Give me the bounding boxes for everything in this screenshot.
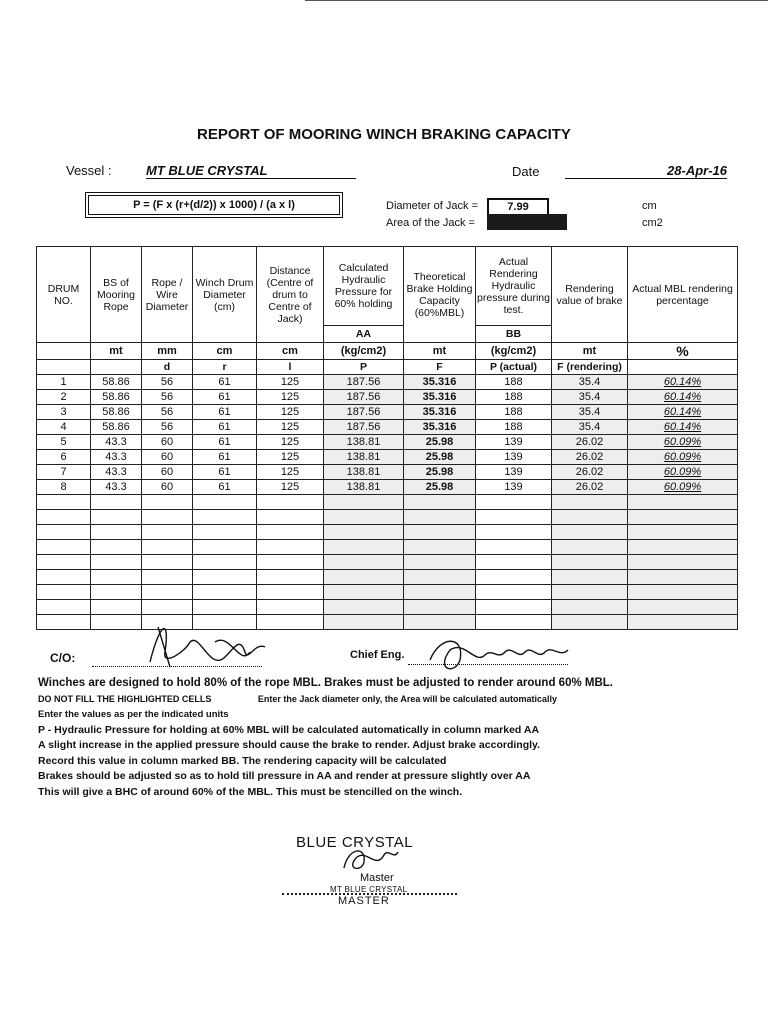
empty-cell — [37, 600, 91, 615]
header-bs-rope: BS of Mooring Rope — [91, 247, 142, 343]
stamp-master-text: MASTER — [338, 895, 390, 907]
empty-cell — [142, 555, 193, 570]
jack-diameter-value: 7.99 — [487, 198, 549, 216]
header-theoretical-bhc: Theoretical Brake Holding Capacity (60%MBL) — [404, 247, 476, 343]
cell-drum-diameter: 61 — [193, 435, 257, 450]
empty-cell — [142, 510, 193, 525]
header-calc-pressure: Calculated Hydraulic Pressure for 60% holding — [324, 247, 404, 326]
empty-cell — [476, 540, 552, 555]
vessel-label: Vessel : — [66, 163, 112, 178]
cell-mbl-percentage: 60.14% — [628, 405, 738, 420]
chief-signature — [420, 630, 580, 680]
table-unit-row — [37, 343, 738, 360]
note-line: Enter the values as per the indicated units — [38, 709, 229, 720]
unit-cell: % — [628, 343, 738, 360]
jack-area-unit: cm2 — [642, 217, 663, 229]
empty-cell — [476, 495, 552, 510]
table-row-empty — [37, 495, 738, 510]
cell-distance: 125 — [257, 405, 324, 420]
empty-cell — [324, 525, 404, 540]
cell-drum-diameter: 61 — [193, 405, 257, 420]
cell-drum-no: 8 — [37, 480, 91, 495]
cell-rope-diameter: 56 — [142, 420, 193, 435]
cell-drum-diameter: 61 — [193, 375, 257, 390]
cell-drum-diameter: 61 — [193, 390, 257, 405]
table-header-row — [37, 247, 738, 326]
empty-cell — [324, 585, 404, 600]
empty-cell — [476, 585, 552, 600]
cell-distance: 125 — [257, 435, 324, 450]
cell-distance: 125 — [257, 420, 324, 435]
stamp-vessel-name: BLUE CRYSTAL — [296, 834, 414, 851]
cell-mbl-percentage: 60.09% — [628, 435, 738, 450]
empty-cell — [628, 510, 738, 525]
cell-rendering-value: 35.4 — [552, 405, 628, 420]
table-row — [37, 465, 738, 480]
cell-rendering-value: 26.02 — [552, 465, 628, 480]
empty-cell — [628, 570, 738, 585]
cell-theoretical-bhc: 35.316 — [404, 390, 476, 405]
unit-cell: mt — [91, 343, 142, 360]
table-row — [37, 405, 738, 420]
cell-rope-diameter: 60 — [142, 450, 193, 465]
cell-calc-pressure: 187.56 — [324, 390, 404, 405]
note-line: P - Hydraulic Pressure for holding at 60% MBL will be calculated automatically in column marked AA — [38, 723, 540, 736]
empty-cell — [142, 495, 193, 510]
cell-drum-diameter: 61 — [193, 420, 257, 435]
empty-cell — [257, 540, 324, 555]
cell-calc-pressure: 187.56 — [324, 375, 404, 390]
unit-cell: mt — [552, 343, 628, 360]
symbol-cell: P — [324, 360, 404, 375]
empty-cell — [552, 495, 628, 510]
cell-bs-rope: 43.3 — [91, 435, 142, 450]
note-line: Winches are designed to hold 80% of the rope MBL. Brakes must be adjusted to render around 60% MBL. — [38, 677, 613, 689]
cell-drum-no: 2 — [37, 390, 91, 405]
empty-cell — [142, 525, 193, 540]
header-drum-diameter: Winch Drum Diameter (cm) — [193, 247, 257, 343]
cell-distance: 125 — [257, 390, 324, 405]
empty-cell — [628, 540, 738, 555]
symbol-cell — [628, 360, 738, 375]
unit-cell: (kg/cm2) — [324, 343, 404, 360]
cell-theoretical-bhc: 25.98 — [404, 480, 476, 495]
jack-area-label: Area of the Jack = — [386, 217, 475, 229]
empty-cell — [37, 570, 91, 585]
chief-eng-label: Chief Eng. — [350, 649, 405, 661]
empty-cell — [91, 525, 142, 540]
empty-cell — [257, 555, 324, 570]
cell-drum-no: 4 — [37, 420, 91, 435]
symbol-cell: F (rendering) — [552, 360, 628, 375]
symbol-cell: F — [404, 360, 476, 375]
note-line: This will give a BHC of around 60% of the MBL. This must be stencilled on the winch. — [38, 785, 463, 798]
empty-cell — [476, 570, 552, 585]
jack-diameter-label: Diameter of Jack = — [386, 200, 479, 212]
empty-cell — [257, 525, 324, 540]
empty-cell — [552, 510, 628, 525]
cell-distance: 125 — [257, 375, 324, 390]
top-edge-line — [305, 0, 768, 1]
cell-drum-diameter: 61 — [193, 465, 257, 480]
vessel-name: MT BLUE CRYSTAL — [146, 163, 356, 179]
empty-cell — [142, 585, 193, 600]
unit-cell: cm — [193, 343, 257, 360]
empty-cell — [324, 570, 404, 585]
empty-cell — [257, 585, 324, 600]
empty-cell — [193, 510, 257, 525]
empty-cell — [404, 495, 476, 510]
empty-cell — [324, 615, 404, 630]
cell-theoretical-bhc: 35.316 — [404, 375, 476, 390]
cell-calc-pressure: 138.81 — [324, 465, 404, 480]
empty-cell — [37, 555, 91, 570]
table-row-empty — [37, 525, 738, 540]
empty-cell — [628, 525, 738, 540]
note-line-2 — [38, 692, 738, 708]
jack-area-value — [487, 214, 567, 230]
cell-mbl-percentage: 60.09% — [628, 450, 738, 465]
jack-diameter-unit: cm — [642, 200, 657, 212]
note-jack-instruction: Enter the Jack diameter only, the Area will be calculated automatically — [257, 693, 557, 704]
empty-cell — [552, 540, 628, 555]
empty-cell — [193, 495, 257, 510]
stamp-master-label: Master — [360, 872, 394, 884]
cell-mbl-percentage: 60.14% — [628, 390, 738, 405]
cell-actual-pressure: 188 — [476, 405, 552, 420]
empty-cell — [628, 495, 738, 510]
table-body — [37, 375, 738, 630]
cell-actual-pressure: 188 — [476, 375, 552, 390]
cell-theoretical-bhc: 35.316 — [404, 405, 476, 420]
empty-cell — [404, 600, 476, 615]
empty-cell — [404, 615, 476, 630]
unit-cell: cm — [257, 343, 324, 360]
cell-bs-rope: 58.86 — [91, 375, 142, 390]
unit-cell: mm — [142, 343, 193, 360]
cell-calc-pressure: 138.81 — [324, 435, 404, 450]
empty-cell — [142, 570, 193, 585]
cell-distance: 125 — [257, 450, 324, 465]
table-row — [37, 375, 738, 390]
cell-actual-pressure: 188 — [476, 390, 552, 405]
empty-cell — [37, 495, 91, 510]
symbol-cell — [91, 360, 142, 375]
cell-theoretical-bhc: 25.98 — [404, 465, 476, 480]
cell-rope-diameter: 60 — [142, 435, 193, 450]
header-rope-diameter: Rope / Wire Diameter — [142, 247, 193, 343]
date-label: Date — [512, 164, 540, 179]
empty-cell — [628, 585, 738, 600]
cell-rope-diameter: 60 — [142, 465, 193, 480]
cell-bs-rope: 43.3 — [91, 450, 142, 465]
cell-mbl-percentage: 60.09% — [628, 480, 738, 495]
empty-cell — [404, 585, 476, 600]
cell-rope-diameter: 60 — [142, 480, 193, 495]
empty-cell — [324, 510, 404, 525]
empty-cell — [257, 570, 324, 585]
empty-cell — [193, 540, 257, 555]
empty-cell — [257, 495, 324, 510]
cell-theoretical-bhc: 25.98 — [404, 435, 476, 450]
table-row — [37, 420, 738, 435]
empty-cell — [552, 600, 628, 615]
cell-actual-pressure: 139 — [476, 465, 552, 480]
empty-cell — [37, 585, 91, 600]
cell-mbl-percentage: 60.14% — [628, 375, 738, 390]
table-row-empty — [37, 570, 738, 585]
empty-cell — [552, 525, 628, 540]
empty-cell — [37, 525, 91, 540]
empty-cell — [324, 600, 404, 615]
cell-distance: 125 — [257, 465, 324, 480]
empty-cell — [404, 510, 476, 525]
empty-cell — [628, 600, 738, 615]
subheader-bb: BB — [476, 326, 552, 343]
empty-cell — [552, 615, 628, 630]
header-mbl-percentage: Actual MBL rendering percentage — [628, 247, 738, 343]
symbol-cell: P (actual) — [476, 360, 552, 375]
cell-calc-pressure: 138.81 — [324, 450, 404, 465]
cell-rope-diameter: 56 — [142, 405, 193, 420]
empty-cell — [476, 555, 552, 570]
table-row-empty — [37, 555, 738, 570]
empty-cell — [404, 525, 476, 540]
empty-cell — [91, 585, 142, 600]
formula-box: P = (F x (r+(d/2)) x 1000) / (a x l) — [88, 195, 340, 215]
empty-cell — [404, 570, 476, 585]
empty-cell — [476, 615, 552, 630]
unit-cell — [37, 343, 91, 360]
table-row-empty — [37, 510, 738, 525]
cell-calc-pressure: 187.56 — [324, 405, 404, 420]
empty-cell — [91, 570, 142, 585]
note-line: A slight increase in the applied pressure should cause the brake to render. Adjust brake accordingly. — [38, 739, 541, 751]
co-label: C/O: — [50, 651, 76, 665]
cell-drum-no: 3 — [37, 405, 91, 420]
cell-rendering-value: 26.02 — [552, 435, 628, 450]
table-row-empty — [37, 540, 738, 555]
header-drum-no: DRUM NO. — [37, 247, 91, 343]
cell-distance: 125 — [257, 480, 324, 495]
empty-cell — [324, 540, 404, 555]
empty-cell — [91, 555, 142, 570]
table-symbol-row — [37, 360, 738, 375]
header-rendering-value: Rendering value of brake — [552, 247, 628, 343]
note-highlight-warning: DO NOT FILL THE HIGHLIGHTED CELLS — [38, 693, 212, 704]
cell-actual-pressure: 139 — [476, 435, 552, 450]
table-row — [37, 480, 738, 495]
table-row — [37, 390, 738, 405]
symbol-cell — [37, 360, 91, 375]
braking-table — [36, 246, 738, 630]
empty-cell — [142, 540, 193, 555]
instructions-block — [38, 676, 738, 800]
subheader-aa: AA — [324, 326, 404, 343]
table-row — [37, 450, 738, 465]
empty-cell — [552, 585, 628, 600]
symbol-cell: r — [193, 360, 257, 375]
empty-cell — [552, 555, 628, 570]
unit-cell: (kg/cm2) — [476, 343, 552, 360]
cell-drum-diameter: 61 — [193, 480, 257, 495]
cell-actual-pressure: 139 — [476, 480, 552, 495]
stamp-vessel-text: MT BLUE CRYSTAL — [330, 885, 408, 894]
cell-rope-diameter: 56 — [142, 390, 193, 405]
cell-bs-rope: 43.3 — [91, 480, 142, 495]
co-signature — [130, 612, 300, 682]
empty-cell — [37, 510, 91, 525]
note-line: Brakes should be adjusted so as to hold till pressure in AA and render at pressure slightly over AA — [38, 770, 531, 782]
cell-calc-pressure: 138.81 — [324, 480, 404, 495]
cell-actual-pressure: 139 — [476, 450, 552, 465]
empty-cell — [628, 555, 738, 570]
cell-rendering-value: 26.02 — [552, 480, 628, 495]
cell-rendering-value: 35.4 — [552, 375, 628, 390]
empty-cell — [404, 540, 476, 555]
cell-bs-rope: 58.86 — [91, 420, 142, 435]
cell-rope-diameter: 56 — [142, 375, 193, 390]
cell-calc-pressure: 187.56 — [324, 420, 404, 435]
empty-cell — [193, 555, 257, 570]
cell-drum-diameter: 61 — [193, 450, 257, 465]
cell-theoretical-bhc: 35.316 — [404, 420, 476, 435]
cell-bs-rope: 58.86 — [91, 405, 142, 420]
empty-cell — [257, 510, 324, 525]
empty-cell — [91, 510, 142, 525]
note-line: Record this value in column marked BB. The rendering capacity will be calculated — [38, 754, 447, 767]
cell-bs-rope: 43.3 — [91, 465, 142, 480]
empty-cell — [193, 570, 257, 585]
empty-cell — [37, 540, 91, 555]
symbol-cell: d — [142, 360, 193, 375]
cell-rendering-value: 35.4 — [552, 390, 628, 405]
cell-drum-no: 7 — [37, 465, 91, 480]
empty-cell — [404, 555, 476, 570]
report-title: REPORT OF MOORING WINCH BRAKING CAPACITY — [197, 126, 571, 143]
empty-cell — [91, 495, 142, 510]
cell-actual-pressure: 188 — [476, 420, 552, 435]
empty-cell — [91, 540, 142, 555]
cell-drum-no: 5 — [37, 435, 91, 450]
empty-cell — [476, 525, 552, 540]
header-actual-pressure: Actual Rendering Hydraulic pressure during test. — [476, 247, 552, 326]
empty-cell — [324, 555, 404, 570]
cell-theoretical-bhc: 25.98 — [404, 450, 476, 465]
cell-drum-no: 1 — [37, 375, 91, 390]
symbol-cell: l — [257, 360, 324, 375]
empty-cell — [628, 615, 738, 630]
table-row — [37, 435, 738, 450]
empty-cell — [193, 525, 257, 540]
cell-drum-no: 6 — [37, 450, 91, 465]
cell-mbl-percentage: 60.14% — [628, 420, 738, 435]
empty-cell — [476, 510, 552, 525]
empty-cell — [324, 495, 404, 510]
cell-rendering-value: 26.02 — [552, 450, 628, 465]
cell-mbl-percentage: 60.09% — [628, 465, 738, 480]
cell-bs-rope: 58.86 — [91, 390, 142, 405]
empty-cell — [193, 585, 257, 600]
empty-cell — [552, 570, 628, 585]
empty-cell — [476, 600, 552, 615]
cell-rendering-value: 35.4 — [552, 420, 628, 435]
date-value: 28-Apr-16 — [565, 163, 727, 179]
empty-cell — [37, 615, 91, 630]
header-distance: Distance (Centre of drum to Centre of Jack) — [257, 247, 324, 343]
table-row-empty — [37, 585, 738, 600]
unit-cell: mt — [404, 343, 476, 360]
